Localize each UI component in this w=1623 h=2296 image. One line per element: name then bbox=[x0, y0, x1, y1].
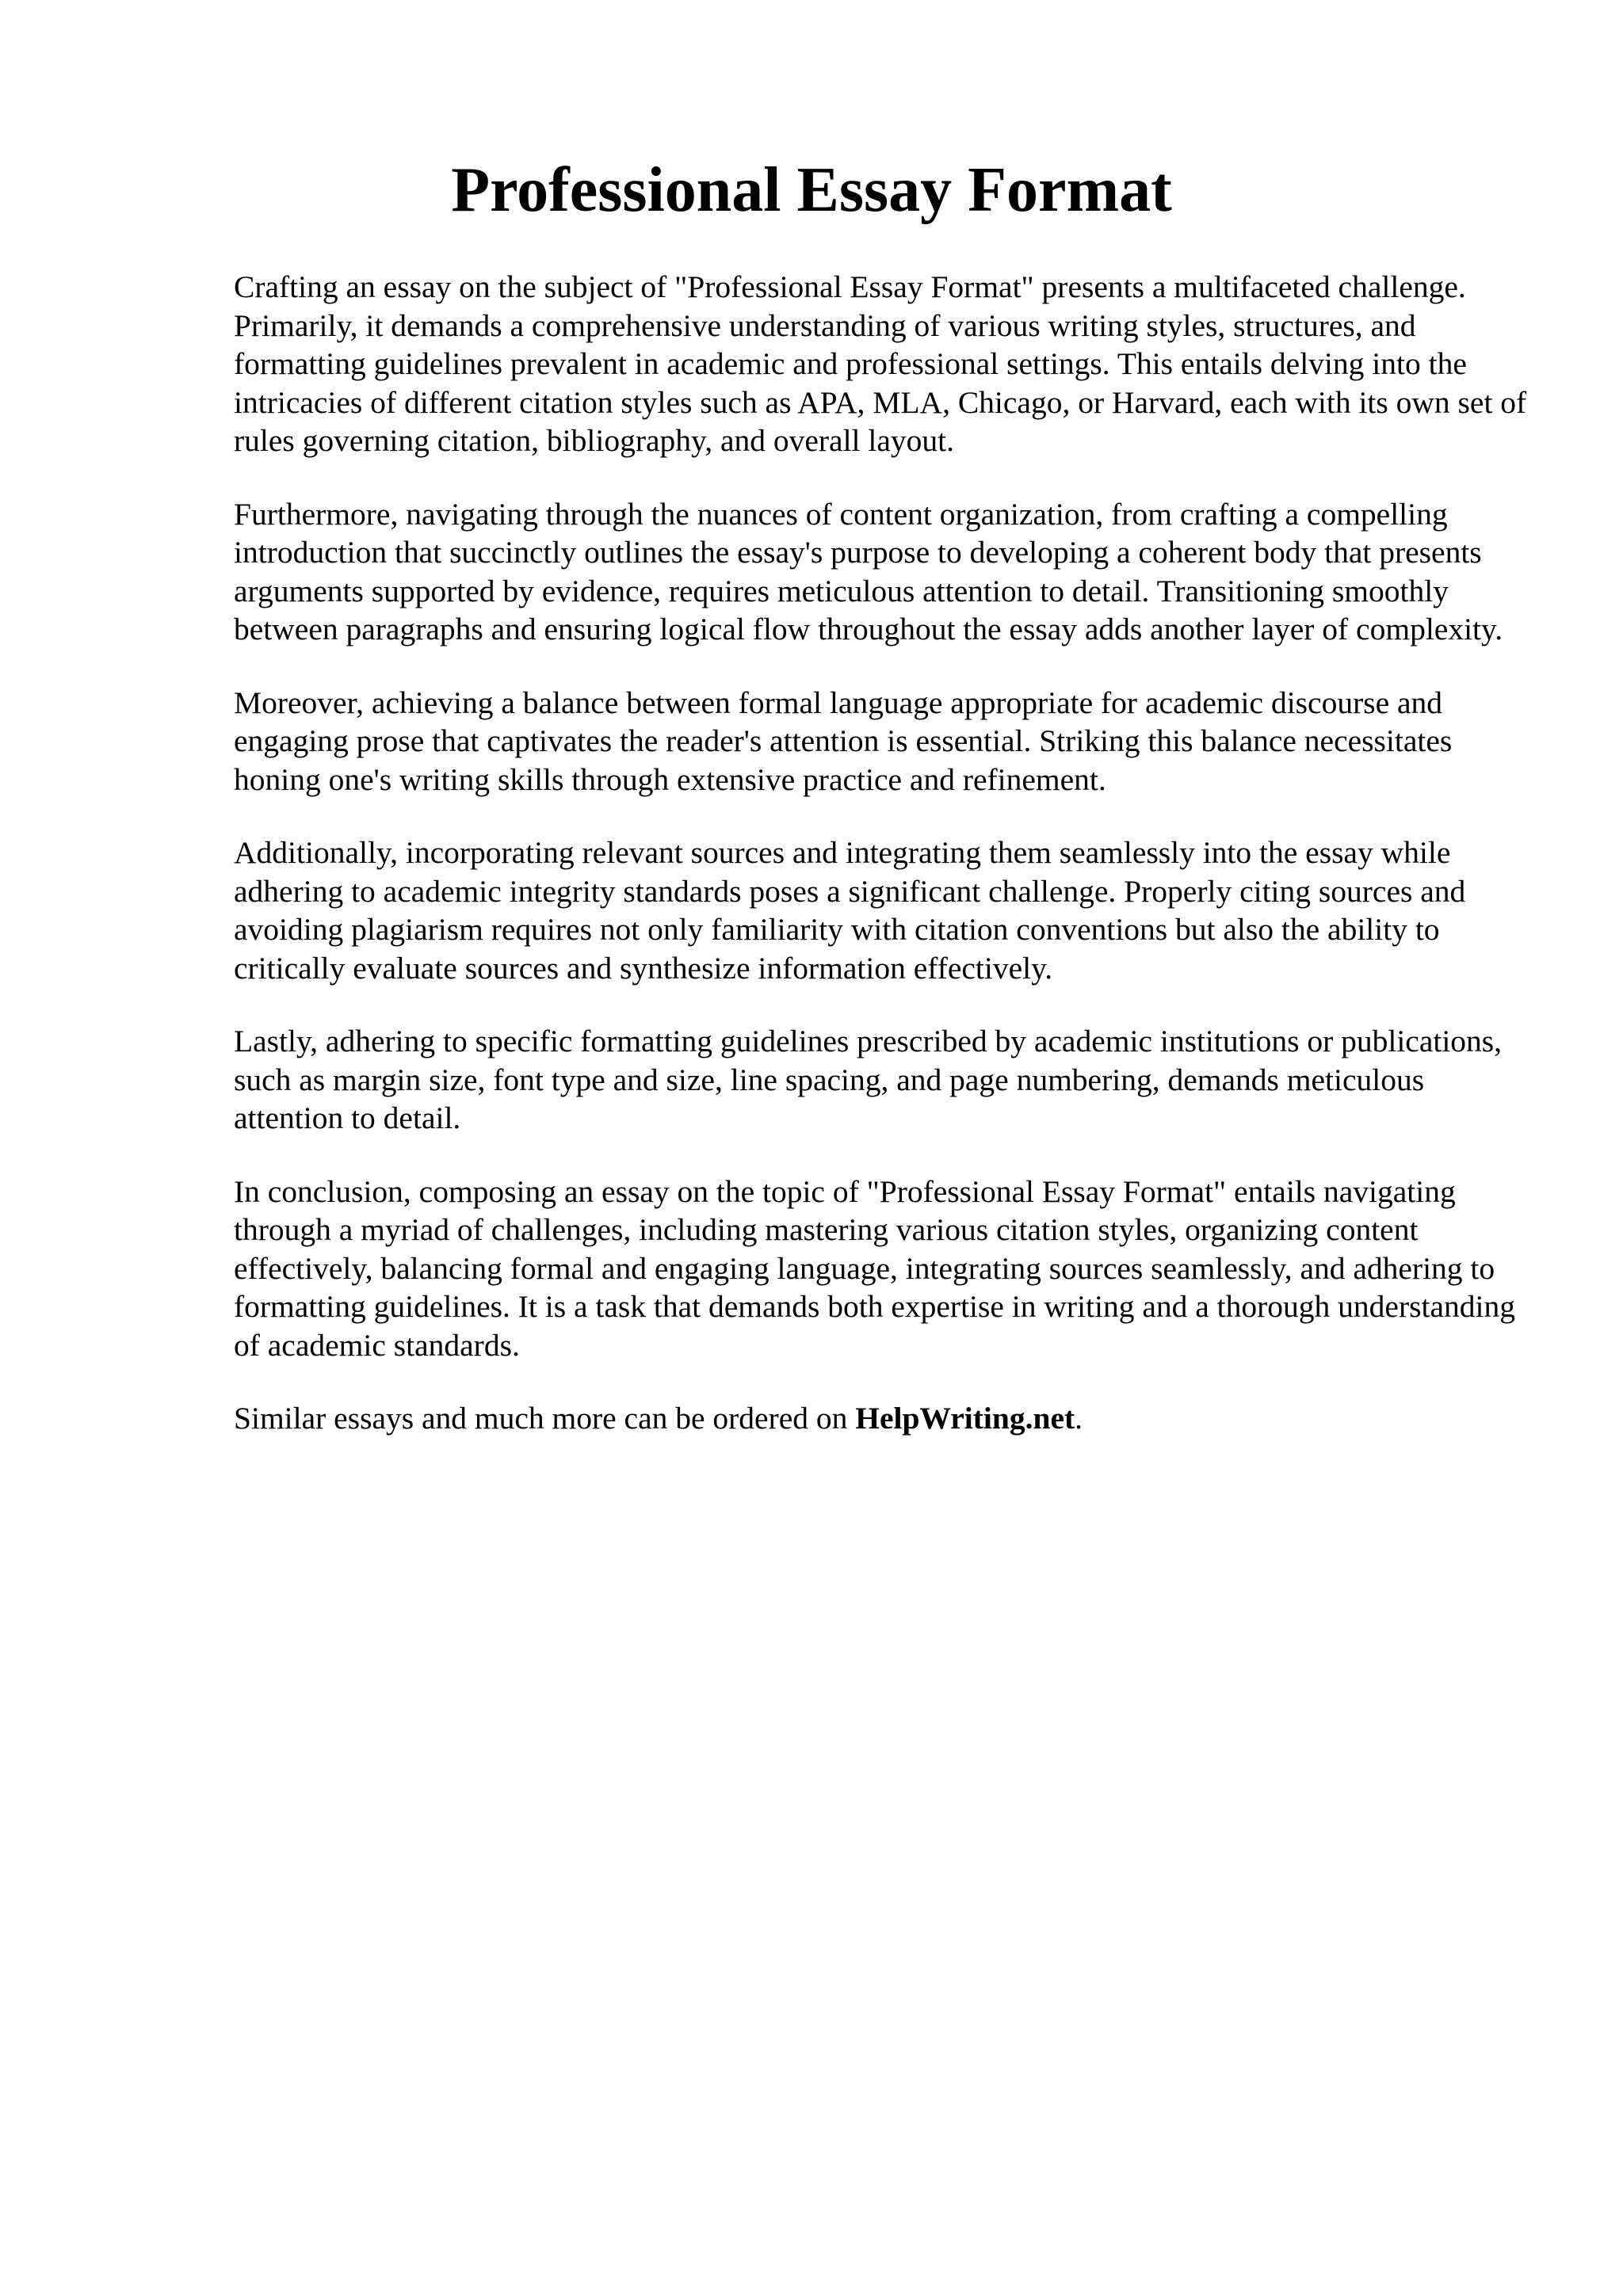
paragraph-4: Additionally, incorporating relevant sources and integrating them seamlessly into the essay while adhering to academic integrity standards poses a significant challenge. Properly citing sources and avoiding plagiarism requires not only familiarity with citation conventions but also the ability to critically evaluate sources and synthesize information effectively. bbox=[234, 835, 1466, 986]
closing-period: . bbox=[1075, 1401, 1083, 1436]
paragraph-5: Lastly, adhering to specific formatting guidelines prescribed by academic institutions or publications, such as margin size, font type and size, line spacing, and page numbering, demands meticulous attention to detail. bbox=[234, 1024, 1503, 1135]
closing-line bbox=[234, 1399, 1533, 1438]
paragraph-2: Furthermore, navigating through the nuances of content organization, from crafting a compelling introduction that succinctly outlines the essay's purpose to developing a coherent body that presents arguments supported by evidence, requires meticulous attention to detail. Transitioning smoothly between paragraphs and ensuring logical flow throughout the essay adds another layer of complexity. bbox=[234, 496, 1503, 646]
document-title: Professional Essay Format bbox=[451, 155, 1172, 225]
closing-text: Similar essays and much more can be ordered on bbox=[234, 1401, 856, 1436]
paragraph-6: In conclusion, composing an essay on the topic of "Professional Essay Format" entails navigating through a myriad of challenges, including mastering various citation styles, organizing content effectively, balancing formal and engaging language, integrating sources seamlessly, and adhering to formatting guidelines. It is a task that demands both expertise in writing and a thorough understanding of academic standards. bbox=[234, 1173, 1515, 1363]
document-body bbox=[234, 268, 1533, 1473]
helpwriting-link[interactable]: HelpWriting.net bbox=[855, 1401, 1075, 1436]
paragraph-3: Moreover, achieving a balance between formal language appropriate for academic discourse and engaging prose that captivates the reader's attention is essential. Striking this balance necessitates honing one's writing skills through extensive practice and refinement. bbox=[234, 685, 1453, 797]
paragraph-1: Crafting an essay on the subject of "Professional Essay Format" presents a multifaceted challenge. Primarily, it demands a comprehensive understanding of various writing styles, structures, and formatting guidelines prevalent in academic and professional settings. This entails delving into the intricacies of different citation styles such as APA, MLA, Chicago, or Harvard, each with its own set of rules governing citation, bibliography, and overall layout. bbox=[234, 269, 1527, 458]
